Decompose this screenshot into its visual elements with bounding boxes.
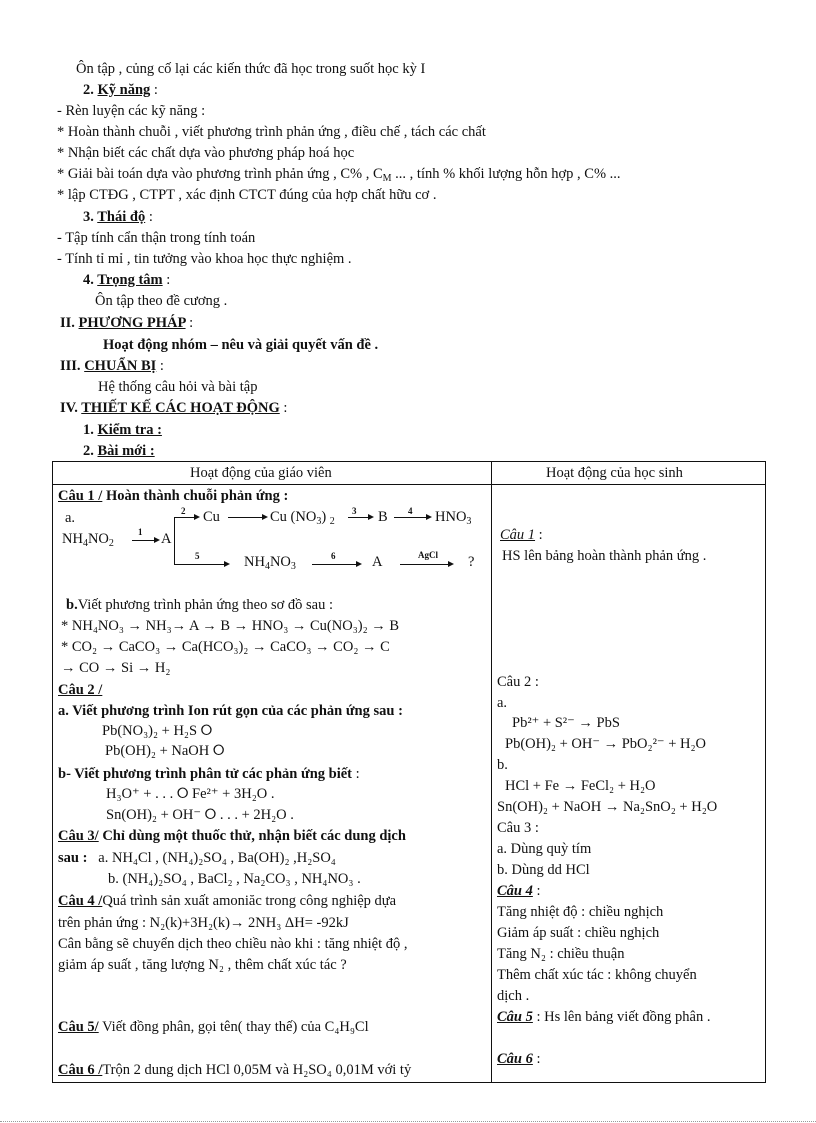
section-design-heading [60,401,287,416]
page-bottom-border [0,1121,816,1122]
chain-arrow [394,517,426,518]
skills-heading [83,83,158,98]
arrow-label: 3 [352,506,357,516]
section-number: II. [60,315,75,331]
newlesson-number: 2. [83,443,94,459]
a6-heading [497,1052,541,1067]
q5-text: Viết đồng phân, gọi tên( thay thế) của C₄H₉Cl [98,1019,369,1035]
a3-b: b. Dùng dd HCl [497,862,590,878]
focus-number: 4. [83,272,94,288]
q2-label: Câu 2 / [58,682,103,698]
q5-line [58,1020,369,1035]
q3-sau: sau : [58,850,88,866]
sub: 4 [264,561,270,572]
attitude-title: Thái độ [97,209,146,225]
q4-label: Câu 4 / [58,893,103,909]
a2-eq: Pb²⁺ + S²⁻ → PbS [512,715,620,731]
chain-B: B [378,509,388,525]
focus-colon: : [166,272,171,288]
q3-label: Câu 3/ [58,828,99,844]
a4-colon: : [532,883,541,899]
chain-hno3-text: HNO [435,509,467,525]
q3-line3: b. (NH₄)₂SO₄ , BaCl₂ , Na₂CO₃ , NH₄NO₃ . [108,871,361,887]
arrow-label: 4 [408,506,413,516]
chain-arrow [348,517,368,518]
q3-line2 [58,851,336,866]
q6-label: Câu 6 / [58,1062,103,1078]
chain-arrow [400,564,448,565]
sub: 4 [82,538,88,549]
chain-arrow [312,564,356,565]
chain-arrow [132,540,154,541]
skill-item: - Rèn luyện các kỹ năng : [57,103,206,119]
focus-item: Ôn tập theo đề cương . [95,293,228,309]
a2-eq: Pb(OH)₂ + OH⁻ → PbO₂²⁻ + H₂O [505,736,707,752]
chain-arrow [228,517,262,518]
chain-arrow [174,517,194,518]
a4-heading [497,884,541,899]
a5-text: : Hs lên bảng viết đồng phân . [532,1009,711,1025]
attitude-number: 3. [83,209,94,225]
skills-title: Kỹ năng [97,82,151,98]
q1-b-scheme: * CO₂ → CaCO₃ → Ca(HCO₃)₂ → CaCO₃ → CO₂ → C [61,639,390,655]
section-prep-body: Hệ thống câu hỏi và bài tập [98,379,258,395]
q1-heading [58,489,288,504]
section-colon: : [283,400,288,416]
header-teacher: Hoạt động của giáo viên [190,465,332,481]
a5-line [497,1010,710,1025]
section-title: PHƯƠNG PHÁP [78,315,186,331]
arrow-label: 1 [138,527,143,537]
skill-item: * Nhận biết các chất dựa vào phương pháp hoá học [57,145,355,161]
a2-eq: Sn(OH)₂ + NaOH → Na₂SnO₂ + H₂O [497,799,718,815]
section-number: IV. [60,400,78,416]
arrow-label: 5 [195,551,200,561]
section-prep-heading [60,359,164,374]
q1-b-text: Viết phương trình phản ứng theo sơ đồ sau : [77,597,334,613]
q4-text: Quá trình sản xuất amoniăc trong công nghiệp dựa [102,893,397,909]
check-number: 1. [83,422,94,438]
a3-label: Câu 3 : [497,820,539,836]
a2-eq: HCl + Fe → FeCl₂ + H₂O [505,778,656,794]
skills-colon: : [153,82,158,98]
sub: 3 [466,516,472,527]
a5-label: Câu 5 [497,1009,533,1025]
q6-text: Trộn 2 dung dịch HCl 0,05M và H₂SO₄ 0,01M với tỷ [102,1062,412,1078]
q2-b-eq: Sn(OH)₂ + OH⁻ ⭘ . . . + 2H₂O . [106,807,294,823]
a4-item: dịch . [497,988,530,1004]
q3-line1 [58,829,406,844]
skill-item [57,167,621,184]
a3-a: a. Dùng quỳ tím [497,841,592,857]
sub: 2 [108,538,114,549]
section-title: CHUẨN BỊ [84,358,157,374]
attitude-item: - Tập tính cẩn thận trong tính toán [57,230,256,246]
skill-subscript: M [382,173,392,184]
sub: 3 [316,516,322,527]
attitude-colon: : [148,209,153,225]
q1-b-scheme: * NH₄NO₃ → NH₃→ A → B → HNO₃ → Cu(NO₃)₂ → B [61,618,400,634]
newlesson-title: Bài mới : [97,443,155,459]
chain-A2: A [372,554,383,570]
section-method-heading [60,316,193,331]
a4-label: Câu 4 [497,883,533,899]
q2-b-eq: H₃O⁺ + . . . ⭘ Fe²⁺ + 3H₂O . [106,786,275,802]
q2-a: a. Viết phương trình Ion rút gọn của các phản ứng sau : [58,703,403,719]
q4-line2: trên phản ứng : N₂(k)+3H₂(k)→ 2NH₃ ΔH= -92kJ [58,915,349,931]
chain-arrow [174,564,224,565]
arrow-label: 2 [181,506,186,516]
header-student: Hoạt động của học sinh [546,465,683,481]
chain-nh4no3-text: NH [244,554,265,570]
q2-b-tail: : [352,766,360,782]
chain-nh4no3: $NH_4NO_3$ [244,554,296,572]
q2-b-bold: b- Viết phương trình phân tử các phản ứng biết [58,766,352,782]
a2-b: b. [497,757,508,773]
arrow-label: AgCl [418,550,438,560]
q4-line1 [58,894,396,909]
q1-b-scheme: → CO → Si → H₂ [61,660,171,676]
a1-label: Câu 1 [500,527,536,543]
q1-b-label: b. [66,597,78,613]
attitude-heading [83,210,153,225]
q6-line [58,1063,411,1078]
skill-item: * lập CTĐG , CTPT , xác định CTCT đúng của hợp chất hữu cơ . [57,187,437,203]
skills-number: 2. [83,82,94,98]
focus-heading [83,273,170,288]
a1-heading [500,528,543,543]
chain-cuno3-text: Cu (NO [270,509,317,525]
a6-label: Câu 6 [497,1051,533,1067]
section-colon: : [159,358,164,374]
q5-label: Câu 5/ [58,1019,99,1035]
chain-branch-line [174,517,175,564]
chain-start-text: NH [62,531,83,547]
a4-item: Giảm áp suất : chiều nghịch [497,925,660,941]
a1-colon: : [535,527,543,543]
chain-cuno3: Cu $(NO_3)$ $_2$ [270,509,335,527]
q3-a: a. NH₄Cl , (NH₄)₂SO₄ , Ba(OH)₂ ,H₂SO₄ [98,850,336,866]
skill-text: * Giải bài toán dựa vào phương trình phản ứng , C% , C [57,166,383,182]
q1-label: Câu 1 / [58,488,103,504]
a2-a: a. [497,695,508,711]
arrow-label: 6 [331,551,336,561]
a6-colon: : [532,1051,541,1067]
a2-label: Câu 2 : [497,674,539,690]
a4-item: Tăng nhiệt độ : chiều nghịch [497,904,664,920]
sub: 3 [290,561,296,572]
a4-item: Tăng N₂ : chiều thuận [497,946,625,962]
section-number: III. [60,358,81,374]
section-colon: : [189,315,194,331]
chain-hno3 [435,510,471,527]
chain-start: $NH_4NO_2$ [62,531,114,549]
q2-a-eq: Pb(OH)₂ + NaOH ⭘ [105,743,225,759]
objective-line: Ôn tập , củng cố lại các kiến thức đã học trong suốt học kỳ I [76,61,426,77]
a1-text: HS lên bảng hoàn thành phản ứng . [502,548,707,564]
skill-item: * Hoàn thành chuỗi , viết phương trình phản ứng , điều chế , tách các chất [57,124,486,140]
section-title: THIẾT KẾ CÁC HOẠT ĐỘNG [81,400,280,416]
q4-line3: Cân bằng sẽ chuyển dịch theo chiều nào khi : tăng nhiệt độ , [58,936,408,952]
q3-text: Chỉ dùng một thuốc thử, nhận biết các dung dịch [98,828,406,844]
section-method-body: Hoạt động nhóm – nêu và giải quyết vấn đề . [103,337,379,353]
skill-text: ... , tính % khối lượng hỗn hợp , C% ... [391,166,621,182]
q4-line4: giảm áp suất , tăng lượng N₂ , thêm chất xúc tác ? [58,957,347,973]
sub: 2 [329,516,335,527]
newlesson-heading [83,444,155,459]
chain-A: A [161,531,172,547]
q1-title: Hoàn thành chuỗi phản ứng : [105,488,289,504]
chain-question: ? [468,554,475,570]
q1-b [66,598,333,613]
attitude-item: - Tính tỉ mỉ , tin tưởng vào khoa học thực nghiệm . [57,251,352,267]
q2-b [58,767,360,782]
check-heading [83,423,162,438]
a4-item: Thêm chất xúc tác : không chuyển [497,967,697,983]
focus-title: Trọng tâm [97,272,163,288]
teacher-cell [53,485,492,1083]
check-title: Kiểm tra : [97,422,162,438]
q1-a-label: a. [65,510,76,526]
q2-a-eq: Pb(NO₃)₂ + H₂S ⭘ [102,723,213,739]
chain-cu: Cu [203,509,220,525]
